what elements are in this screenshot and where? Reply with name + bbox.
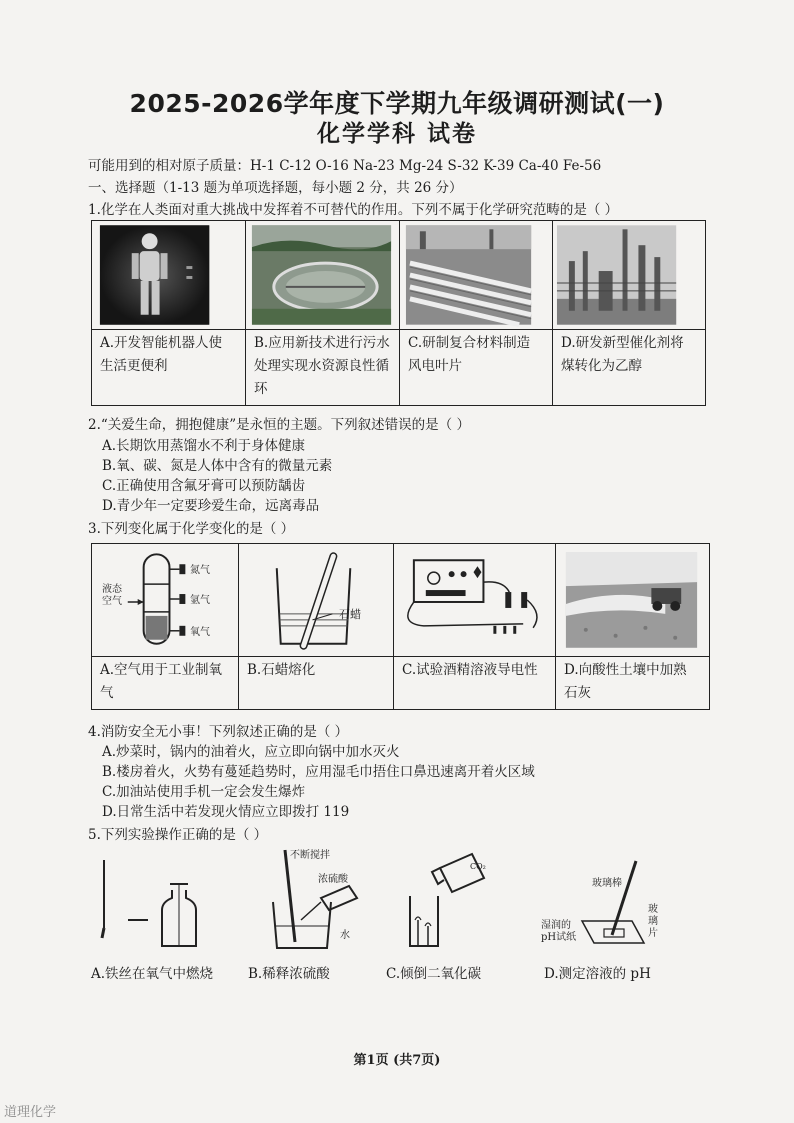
- question-3-stem: 3.下列变化属于化学变化的是（ ）: [88, 521, 295, 537]
- q4-option-d[interactable]: D.日常生活中若发现火情应立即拨打 119: [102, 804, 350, 820]
- label-nitrogen: 氮气: [190, 565, 210, 576]
- q4-option-a[interactable]: A.炒菜时，锅内的油着火，应立即向锅中加水灭火: [102, 744, 400, 760]
- exam-title: 2025-2026学年度下学期九年级调研测试(一): [129, 89, 665, 118]
- lime-soil-cell: [556, 544, 710, 657]
- q5-option-a[interactable]: A.铁丝在氧气中燃烧: [91, 966, 214, 982]
- pour-co2-figure: [402, 850, 502, 955]
- label-liquid-air: 液态空气: [102, 584, 122, 607]
- paraffin-cell: [239, 544, 394, 657]
- exam-subtitle: 化学学科 试卷: [316, 121, 477, 147]
- atomic-masses-note: 可能用到的相对原子质量：H-1 C-12 O-16 Na-23 Mg-24 S-32 K-39 Ca-40 Fe-56: [88, 158, 602, 174]
- section-heading: 一、选择题（1-13 题为单项选择题，每小题 2 分，共 26 分）: [88, 180, 463, 196]
- label-argon: 氩气: [190, 595, 210, 606]
- iron-burning-figure: [90, 850, 210, 955]
- q3-option-a[interactable]: A.空气用于工业制氧 气: [100, 662, 223, 701]
- air-separation-cell: [92, 544, 239, 657]
- q3-option-d[interactable]: D.向酸性土壤中加熟 石灰: [564, 662, 687, 701]
- wastewater-photo: [246, 221, 399, 329]
- question-2-stem: 2.“关爱生命，拥抱健康”是永恒的主题。下列叙述错误的是（ ）: [88, 417, 470, 433]
- question-5-stem: 5.下列实验操作正确的是（ ）: [88, 827, 268, 843]
- question-1-table: [91, 220, 706, 406]
- watermark: 道理化学: [4, 1105, 57, 1120]
- page-number: 第1页 (共7页): [353, 1053, 441, 1068]
- q4-option-b[interactable]: B.楼房着火，火势有蔓延趋势时，应用湿毛巾捂住口鼻迅速离开着火区域: [102, 764, 535, 780]
- wind-blade-photo: [400, 221, 552, 329]
- label-stir: 不断搅拌: [290, 850, 330, 861]
- refinery-photo: [553, 221, 705, 329]
- q2-option-a[interactable]: A.长期饮用蒸馏水不利于身体健康: [102, 438, 306, 454]
- q4-option-c[interactable]: C.加油站使用手机一定会发生爆炸: [102, 784, 306, 800]
- question-4-stem: 4.消防安全无小事！下列叙述正确的是（ ）: [88, 724, 349, 740]
- q3-option-b[interactable]: B.石蜡熔化: [247, 662, 316, 678]
- q3-option-c[interactable]: C.试验酒精溶液导电性: [402, 662, 538, 678]
- label-glass-plate: 玻璃片: [648, 904, 658, 939]
- refinery-photo-cell: [553, 221, 706, 330]
- conductivity-cell: [394, 544, 556, 657]
- label-water: 水: [340, 930, 350, 941]
- q5-option-b[interactable]: B.稀释浓硫酸: [248, 966, 330, 982]
- paraffin-melting-figure: [239, 544, 393, 656]
- label-conc-acid: 浓硫酸: [318, 874, 348, 885]
- label-oxygen: 氧气: [190, 627, 210, 638]
- label-wet-ph-paper: 湿润的 pH试纸: [541, 920, 577, 943]
- robot-photo: [92, 221, 245, 329]
- label-paraffin: 石蜡: [339, 608, 361, 621]
- wastewater-photo-cell: [246, 221, 400, 330]
- label-co2: CO₂: [470, 862, 486, 871]
- q1-option-b[interactable]: B.应用新技术进行污水 处理实现水资源良性循 环: [254, 335, 390, 397]
- q1-option-d[interactable]: D.研发新型催化剂将 煤转化为乙醇: [561, 335, 684, 374]
- q2-option-c[interactable]: C.正确使用含氟牙膏可以预防龋齿: [102, 478, 306, 494]
- q1-option-c[interactable]: C.研制复合材料制造 风电叶片: [408, 335, 531, 374]
- wind-blade-photo-cell: [400, 221, 553, 330]
- label-glass-rod: 玻璃棒: [592, 878, 622, 889]
- q1-option-a[interactable]: A.开发智能机器人使 生活更便利: [100, 335, 223, 374]
- robot-photo-cell: [92, 221, 246, 330]
- conductivity-test-figure: [394, 544, 555, 656]
- q2-option-b[interactable]: B.氧、碳、氮是人体中含有的微量元素: [102, 458, 333, 474]
- question-3-table: [91, 543, 710, 710]
- lime-spreading-photo: [556, 544, 709, 656]
- q2-option-d[interactable]: D.青少年一定要珍爱生命，远离毒品: [102, 498, 320, 514]
- q5-option-c[interactable]: C.倾倒二氧化碳: [386, 966, 482, 982]
- q5-option-d[interactable]: D.测定溶液的 pH: [544, 966, 651, 982]
- question-1-stem: 1.化学在人类面对重大挑战中发挥着不可替代的作用。下列不属于化学研究范畴的是（ ）: [88, 202, 619, 218]
